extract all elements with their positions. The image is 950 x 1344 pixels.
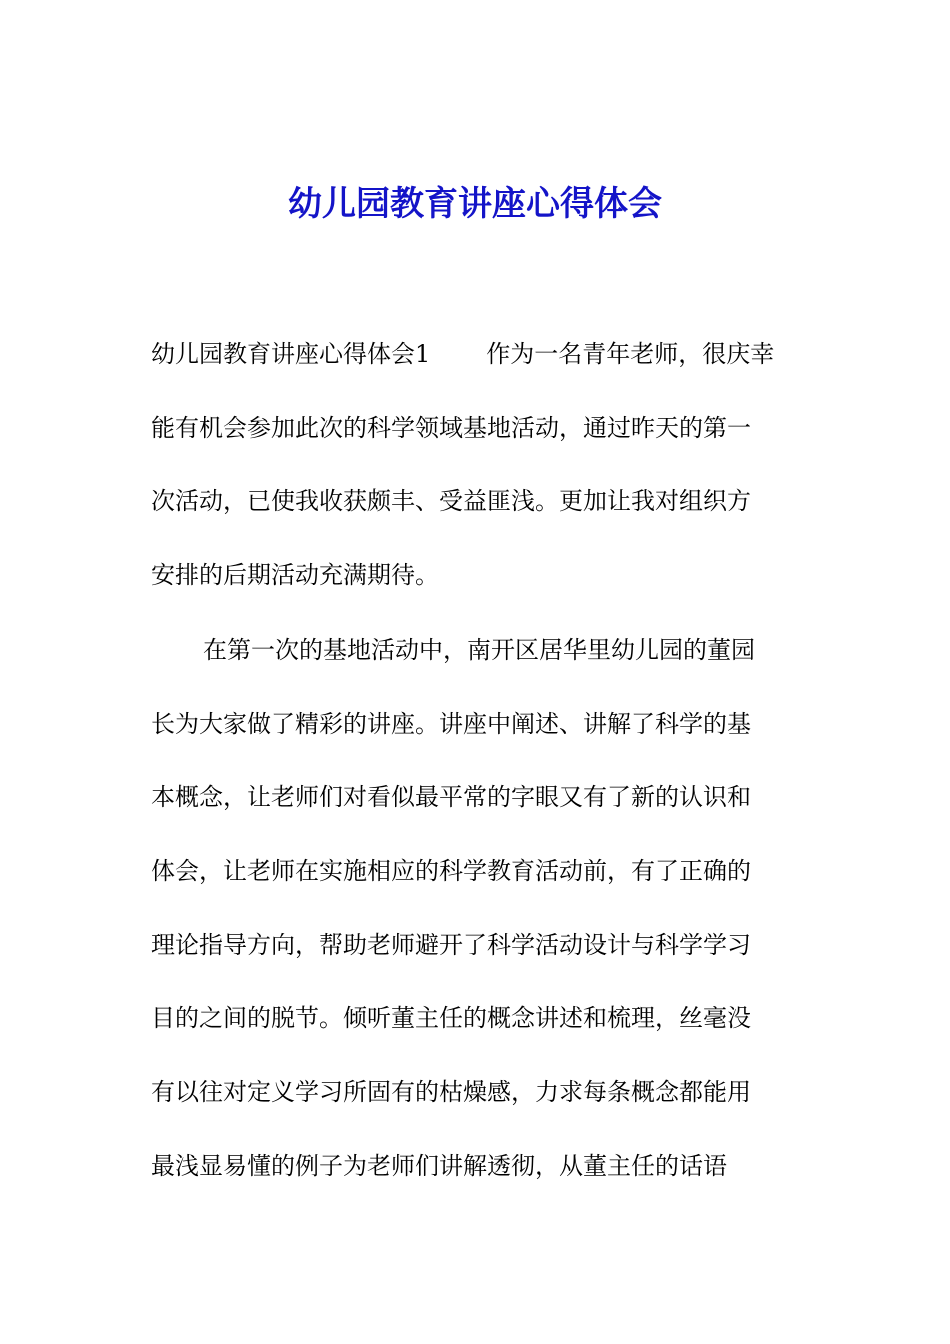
paragraph-line: 长为大家做了精彩的讲座。讲座中阐述、讲解了科学的基 — [151, 709, 751, 738]
paragraph-line: 最浅显易懂的例子为老师们讲解透彻，从董主任的话语 — [151, 1151, 727, 1180]
paragraph-2 — [151, 636, 801, 1226]
section-heading: 幼儿园教育讲座心得体会1 — [151, 340, 431, 368]
paragraph-line: 体会，让老师在实施相应的科学教育活动前，有了正确的 — [151, 857, 751, 886]
document-title: 幼儿园教育讲座心得体会 — [288, 184, 662, 224]
paragraph-line — [151, 636, 801, 710]
line-text: 作为一名青年老师，很庆幸 — [486, 340, 775, 368]
line-text: 在第一次的基地活动中，南开区居华里幼儿园的董园 — [203, 636, 755, 664]
paragraph-line: 次活动，已使我收获颇丰、受益匪浅。更加让我对组织方 — [151, 487, 751, 516]
paragraph-line: 能有机会参加此次的科学领域基地活动，通过昨天的第一 — [151, 413, 751, 442]
paragraph-1 — [151, 340, 801, 635]
paragraph-line: 目的之间的脱节。倾听董主任的概念讲述和梳理，丝毫没 — [151, 1004, 751, 1033]
paragraph-line — [151, 340, 801, 414]
paragraph-line: 本概念，让老师们对看似最平常的字眼又有了新的认识和 — [151, 783, 751, 812]
paragraph-line: 有以往对定义学习所固有的枯燥感，力求每条概念都能用 — [151, 1078, 751, 1107]
paragraph-line: 安排的后期活动充满期待。 — [151, 561, 439, 590]
paragraph-line: 理论指导方向，帮助老师避开了科学活动设计与科学学习 — [151, 930, 751, 959]
